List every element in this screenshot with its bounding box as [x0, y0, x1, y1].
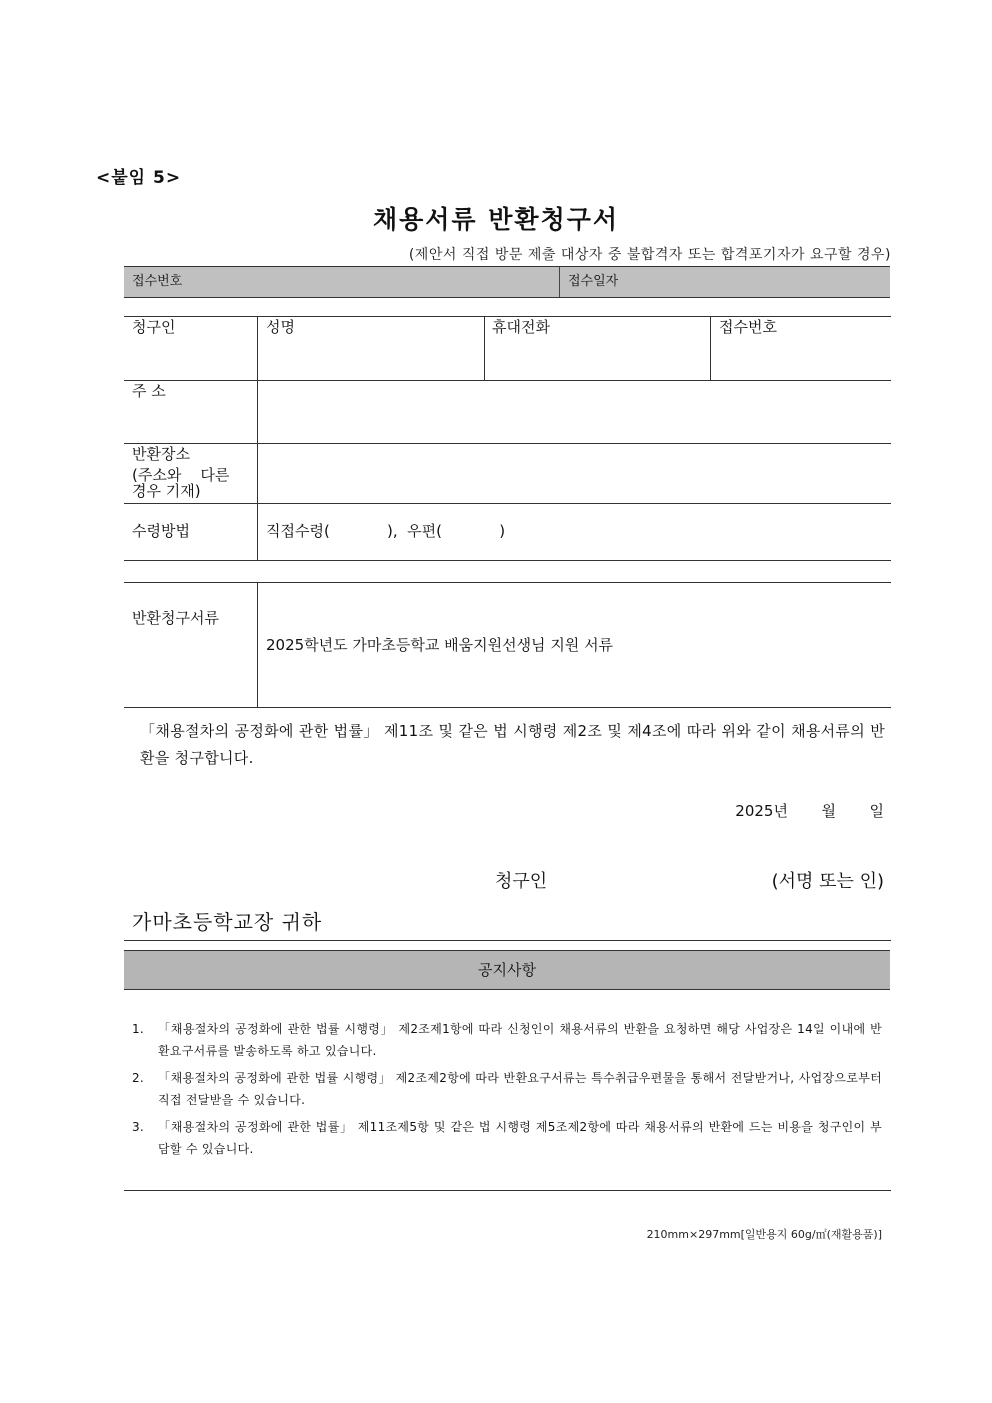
- receive-method-label: 수령방법: [132, 522, 190, 540]
- return-place-field[interactable]: [258, 444, 890, 503]
- table-divider: [484, 316, 485, 380]
- table-divider: [257, 582, 258, 707]
- notice-text: 「채용절차의 공정화에 관한 법률 시행령」 제2조제2항에 따라 반환요구서류는 특수취급우편물을 통해서 전달받거나, 사업장으로부터 직접 전달받을 수 있습니다.: [158, 1071, 882, 1107]
- return-place-note: 경우 기재): [132, 482, 201, 500]
- notice-header: 공지사항: [124, 950, 890, 990]
- addressee: 가마초등학교장 귀하: [132, 910, 323, 934]
- receive-method-options[interactable]: 직접수령( ), 우편( ): [266, 522, 506, 540]
- table-rule: [124, 582, 891, 583]
- table-rule: [124, 560, 891, 561]
- notice-number: 2.: [132, 1071, 145, 1085]
- date-line: 2025년 월 일: [735, 802, 884, 820]
- notice-list: [132, 1018, 882, 1165]
- receipt-number-label: 접수번호: [132, 274, 183, 289]
- claimant-label: 청구인: [132, 318, 176, 336]
- receipt-bar: [124, 266, 890, 298]
- documents-label: 반환청구서류: [132, 609, 219, 627]
- notice-text: 「채용절차의 공정화에 관한 법률」 제11조제5항 및 같은 법 시행령 제5조제2항에 따라 채용서류의 반환에 드는 비용을 청구인이 부담할 수 있습니다.: [158, 1120, 882, 1156]
- address-field[interactable]: [258, 381, 890, 443]
- phone-field[interactable]: 휴대전화: [492, 318, 550, 336]
- table-rule: [124, 707, 891, 708]
- table-rule: [124, 503, 891, 504]
- registration-number-field[interactable]: 접수번호: [719, 318, 777, 336]
- notice-item: [132, 1067, 882, 1111]
- table-divider: [710, 316, 711, 380]
- declaration-text: 「채용절차의 공정화에 관한 법률」 제11조 및 같은 법 시행령 제2조 및 제4조에 따라 위와 같이 채용서류의 반환을 청구합니다.: [140, 722, 885, 767]
- notice-number: 3.: [132, 1120, 145, 1134]
- paper-spec: 210mm×297mm[일반용지 60g/㎡(재활용품)]: [646, 1228, 882, 1241]
- documents-value: 2025학년도 가마초등학교 배움지원선생님 지원 서류: [266, 636, 614, 654]
- return-place-note: (주소와 다른: [132, 466, 230, 484]
- return-place-label: 반환장소: [132, 445, 190, 463]
- form-title: 채용서류 반환청구서: [372, 205, 620, 234]
- notice-item: [132, 1018, 882, 1062]
- form-subtitle: (제안서 직접 방문 제출 대상자 중 불합격자 또는 합격포기자가 요구할 경우): [408, 247, 891, 263]
- notice-text: 「채용절차의 공정화에 관한 법률 시행령」 제2조제1항에 따라 신청인이 채용서류의 반환을 요청하면 해당 사업장은 14일 이내에 반환요구서류를 발송하도록 하고 있습니다.: [158, 1022, 882, 1058]
- notice-number: 1.: [132, 1022, 145, 1036]
- section-rule: [124, 940, 891, 941]
- receipt-date-label: 접수일자: [559, 267, 626, 297]
- address-label: 주 소: [132, 382, 166, 400]
- signature-note: (서명 또는 인): [771, 871, 884, 892]
- name-field[interactable]: 성명: [266, 318, 295, 336]
- bottom-rule: [124, 1190, 891, 1191]
- notice-item: [132, 1116, 882, 1160]
- claimant-sign-label: 청구인: [495, 871, 548, 892]
- attachment-label: <붙임 5>: [96, 168, 182, 188]
- table-rule: [124, 316, 891, 317]
